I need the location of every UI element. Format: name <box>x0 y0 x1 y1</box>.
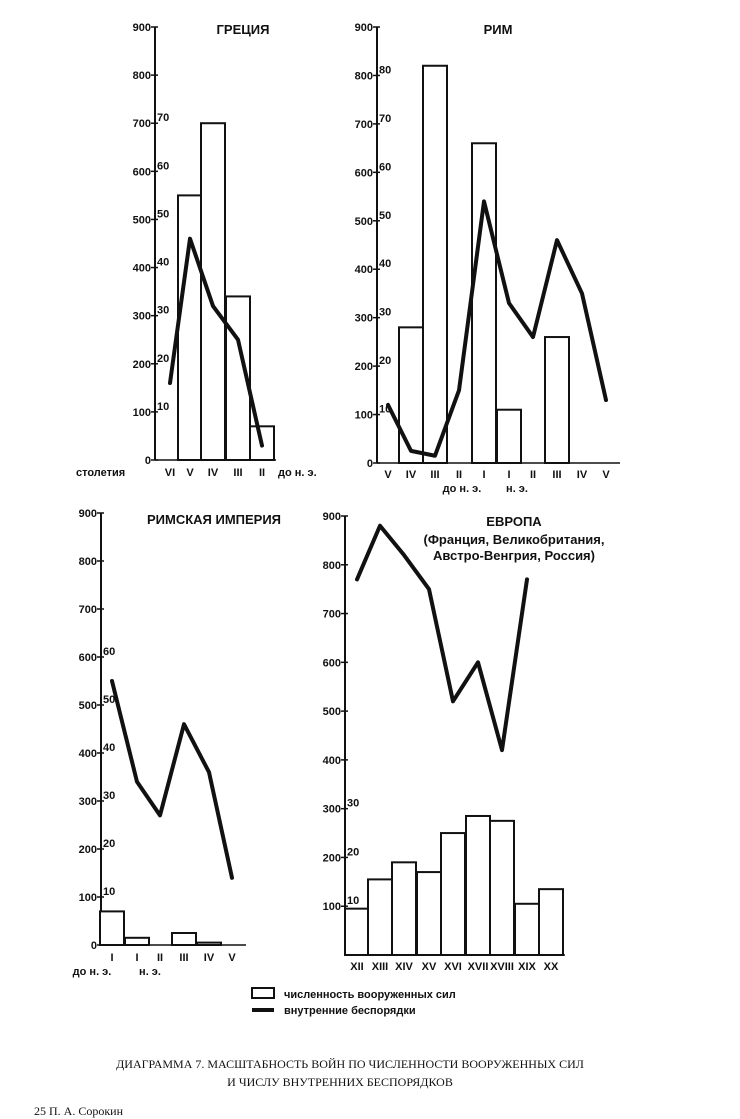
bar <box>490 821 514 955</box>
bar <box>172 933 196 945</box>
x-axis-suffix: до н. э. <box>278 467 317 479</box>
x-tick-label: IV <box>203 952 215 964</box>
left-tick-label: 300 <box>132 310 151 323</box>
bar <box>515 904 539 955</box>
bar <box>399 327 423 463</box>
bar <box>197 943 221 945</box>
left-tick-label: 500 <box>354 215 373 228</box>
x-tick-label: XIII <box>371 961 389 973</box>
left-tick-label: 700 <box>322 608 341 621</box>
left-tick-label: 600 <box>354 167 373 180</box>
left-tick-label: 900 <box>78 508 97 520</box>
x-tick-label: III <box>430 469 440 481</box>
right-tick-label: 80 <box>379 64 392 77</box>
left-tick-label: 700 <box>354 118 373 131</box>
x-tick-label: V <box>602 469 610 481</box>
x-tick-label: IV <box>405 469 417 481</box>
x-tick-label: XX <box>543 961 559 973</box>
chart-rome <box>355 22 620 495</box>
chart-title: ЕВРОПА <box>486 514 542 529</box>
left-tick-label: 400 <box>78 748 97 760</box>
left-tick-label: 500 <box>78 700 97 712</box>
left-tick-label: 0 <box>366 458 373 470</box>
left-tick-label: 400 <box>354 264 373 277</box>
left-tick-label: 800 <box>322 559 341 572</box>
legend-bar-label: численность вооруженных сил <box>284 989 456 1001</box>
x-tick-label: V <box>384 469 392 481</box>
x-tick-label: III <box>552 469 562 481</box>
x-tick-label: VI <box>164 467 176 479</box>
right-tick-label: 60 <box>157 160 170 173</box>
bar <box>539 889 563 955</box>
left-tick-label: 400 <box>132 262 151 275</box>
legend-bar-swatch <box>252 988 274 998</box>
right-tick-label: 60 <box>103 646 116 658</box>
right-tick-label: 10 <box>347 895 360 908</box>
x-tick-label: XVI <box>444 961 462 973</box>
legend-line-label: внутренние беспорядки <box>284 1005 416 1017</box>
bar <box>368 879 392 955</box>
left-tick-label: 0 <box>90 940 97 952</box>
x-tick-label: III <box>179 952 189 964</box>
left-tick-label: 300 <box>354 312 373 325</box>
figure-caption-line-1: ДИАГРАММА 7. МАСШТАБНОСТЬ ВОЙН ПО ЧИСЛЕННОСТИ ВООРУЖЕННЫХ СИЛ <box>116 1057 584 1071</box>
left-tick-label: 100 <box>354 409 373 422</box>
x-tick-label: II <box>258 467 266 479</box>
bar <box>417 872 441 955</box>
era-label: до н. э. <box>442 483 482 495</box>
era-label: н. э. <box>506 483 528 495</box>
chart-title: ГРЕЦИЯ <box>216 22 270 37</box>
right-tick-label: 30 <box>347 797 360 810</box>
x-tick-label: IV <box>207 467 219 479</box>
left-tick-label: 800 <box>354 70 373 83</box>
right-tick-label: 70 <box>379 112 392 125</box>
left-tick-label: 700 <box>78 604 97 616</box>
bar <box>178 195 202 460</box>
left-tick-label: 200 <box>322 852 341 865</box>
x-tick-label: XIX <box>518 961 536 973</box>
bar <box>125 938 149 945</box>
right-tick-label: 10 <box>157 400 170 413</box>
right-tick-label: 40 <box>157 256 170 269</box>
right-tick-label: 10 <box>103 886 116 898</box>
left-tick-label: 200 <box>78 844 97 856</box>
left-tick-label: 200 <box>132 358 151 371</box>
left-tick-label: 600 <box>132 166 151 179</box>
right-tick-label: 40 <box>103 742 116 754</box>
right-tick-label: 20 <box>347 846 360 859</box>
x-tick-label: V <box>228 952 236 964</box>
x-tick-label: I <box>135 952 139 964</box>
left-tick-label: 300 <box>78 796 97 808</box>
left-tick-label: 300 <box>322 803 341 816</box>
left-tick-label: 800 <box>78 556 97 568</box>
chart-greece <box>76 22 317 479</box>
era-label: до н. э. <box>72 966 112 978</box>
x-axis-prefix: столетия <box>76 467 126 479</box>
left-tick-label: 600 <box>322 657 341 670</box>
x-tick-label: III <box>233 467 243 479</box>
right-tick-label: 50 <box>379 209 392 222</box>
x-tick-label: XII <box>350 961 364 973</box>
left-tick-label: 900 <box>132 22 151 34</box>
chart-title: РИМ <box>483 22 513 37</box>
unrest-line <box>112 681 232 878</box>
bar <box>545 337 569 463</box>
bar <box>423 66 447 463</box>
right-tick-label: 20 <box>103 838 116 850</box>
right-tick-label: 60 <box>379 161 392 174</box>
x-tick-label: II <box>455 469 463 481</box>
right-tick-label: 40 <box>379 258 392 271</box>
left-tick-label: 200 <box>354 361 373 374</box>
era-label: н. э. <box>139 966 161 978</box>
x-tick-label: IV <box>576 469 588 481</box>
left-tick-label: 500 <box>132 214 151 227</box>
bar <box>441 833 465 955</box>
right-tick-label: 30 <box>103 790 116 802</box>
right-tick-label: 70 <box>157 112 170 125</box>
x-tick-label: XVII <box>467 961 489 973</box>
chart-subtitle: Австро-Венгрия, Россия) <box>433 548 595 563</box>
x-tick-label: II <box>529 469 537 481</box>
right-tick-label: 50 <box>103 694 116 706</box>
x-tick-label: I <box>507 469 511 481</box>
bar <box>392 862 416 955</box>
left-tick-label: 100 <box>78 892 97 904</box>
left-tick-label: 100 <box>322 901 341 914</box>
x-tick-label: V <box>186 467 194 479</box>
right-tick-label: 20 <box>157 352 170 365</box>
bar <box>497 410 521 463</box>
figure-caption-line-2: И ЧИСЛУ ВНУТРЕННИХ БЕСПОРЯДКОВ <box>227 1075 453 1089</box>
right-tick-label: 30 <box>157 304 170 317</box>
page-footer: 25 П. А. Сорокин <box>34 1104 124 1118</box>
left-tick-label: 800 <box>132 70 151 83</box>
right-tick-label: 50 <box>157 208 170 221</box>
bar <box>472 143 496 463</box>
x-tick-label: I <box>482 469 486 481</box>
left-tick-label: 400 <box>322 754 341 767</box>
legend <box>252 988 456 1017</box>
right-tick-label: 20 <box>379 355 392 368</box>
bar <box>345 909 369 955</box>
left-tick-label: 700 <box>132 118 151 131</box>
left-tick-label: 600 <box>78 652 97 664</box>
left-tick-label: 100 <box>132 406 151 419</box>
bar <box>100 911 124 945</box>
x-tick-label: XIV <box>395 961 413 973</box>
chart-subtitle: (Франция, Великобритания, <box>423 532 605 547</box>
bar <box>466 816 490 955</box>
x-tick-label: II <box>156 952 164 964</box>
x-tick-label: XV <box>421 961 437 973</box>
bar <box>201 123 225 460</box>
left-tick-label: 900 <box>354 22 373 34</box>
left-tick-label: 0 <box>144 455 151 467</box>
left-tick-label: 500 <box>322 706 341 719</box>
chart-title: РИМСКАЯ ИМПЕРИЯ <box>146 512 282 527</box>
right-tick-label: 30 <box>379 306 392 319</box>
chart-europe <box>323 511 605 973</box>
right-tick-label: 10 <box>379 403 392 416</box>
left-tick-label: 900 <box>322 511 341 523</box>
chart-roman-empire <box>73 508 281 978</box>
x-tick-label: XVIII <box>490 961 514 973</box>
x-tick-label: I <box>110 952 114 964</box>
